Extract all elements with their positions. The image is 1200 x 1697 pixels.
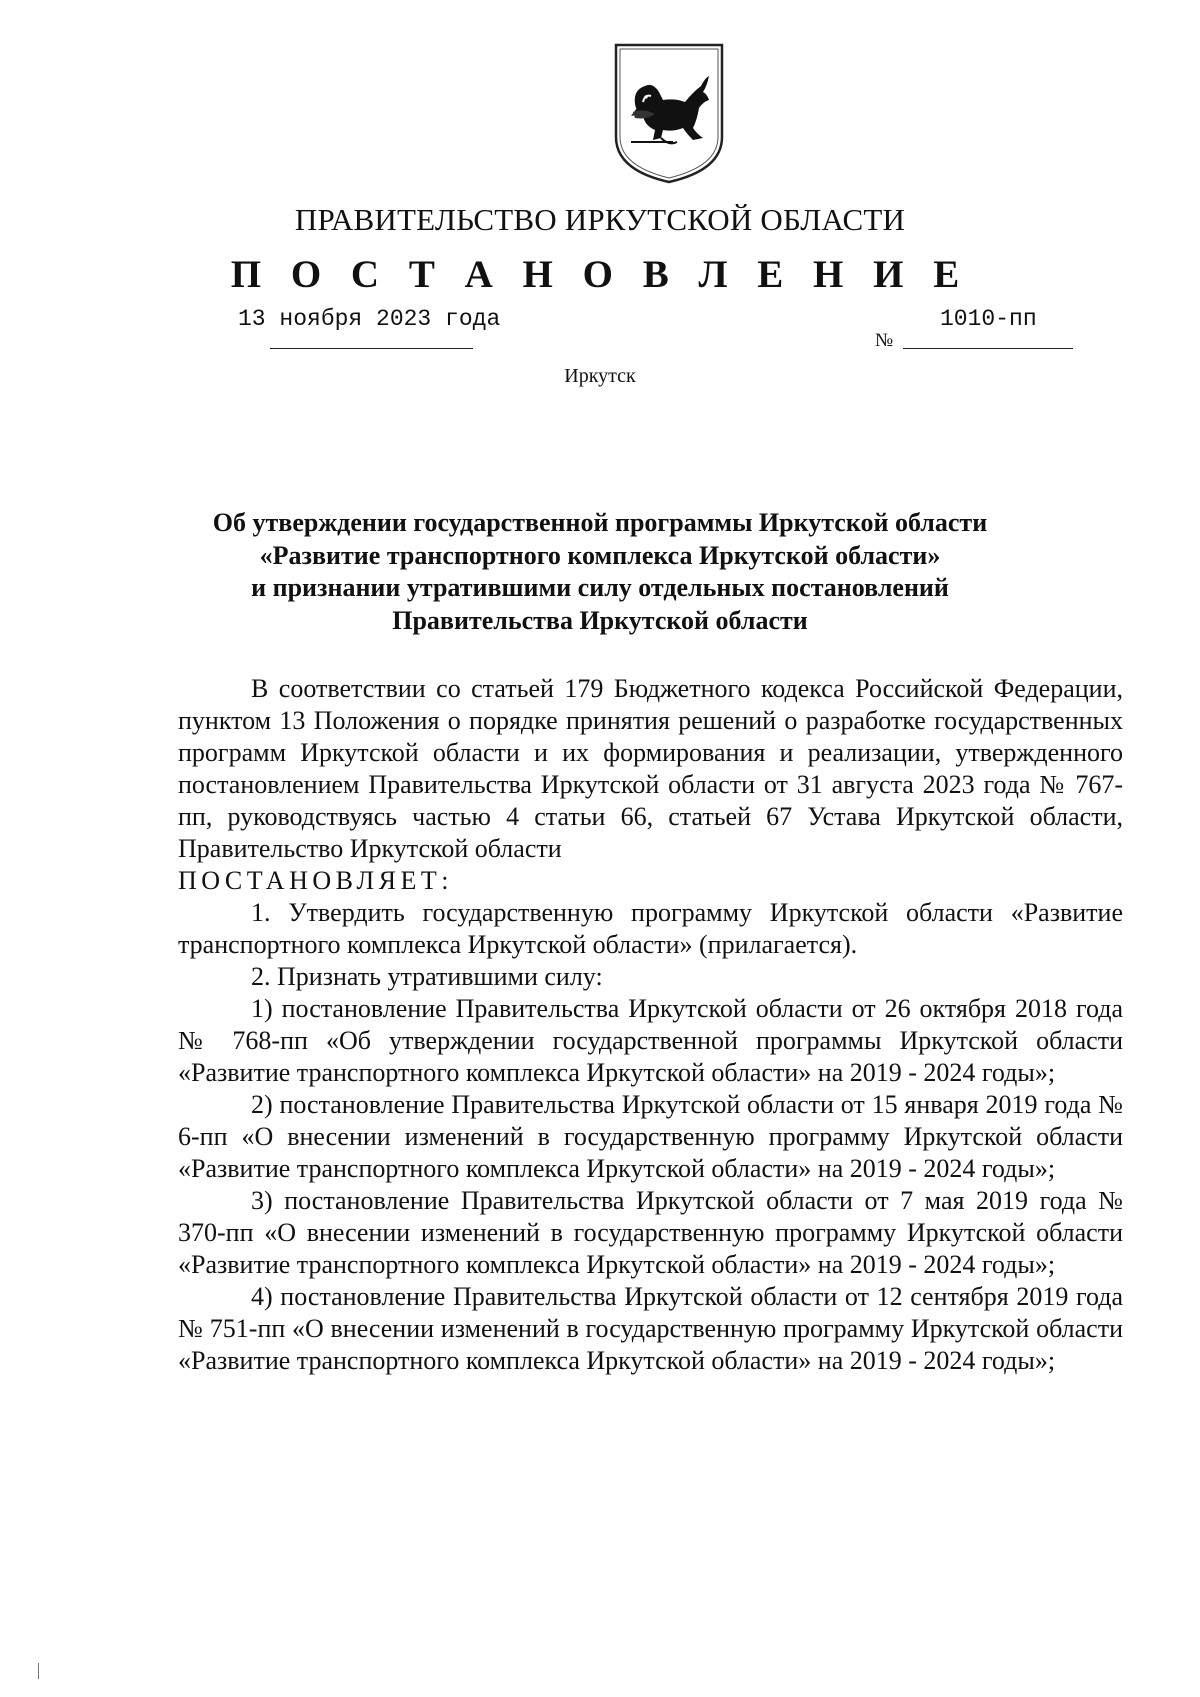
item-1-paragraph: 1. Утвердить государственную программу Иркутской области «Развитие транспортного комплекса Иркутской области» (прилагается).: [178, 898, 1123, 959]
date-underline: [270, 348, 473, 349]
title-line: «Развитие транспортного комплекса Иркутской области»: [259, 540, 941, 570]
subitem-4-paragraph: 4) постановление Правительства Иркутской области от 12 сентября 2019 года № 751-пп «О внесении изменений в государственную программу Иркутской области «Развитие транспортного комплекса Иркутской области» на 2019 - 2024 годы»;: [178, 1282, 1123, 1375]
item-2-paragraph: 2. Признать утратившими силу:: [251, 962, 603, 991]
title-line: Правительства Иркутской области: [392, 605, 808, 635]
government-name: ПРАВИТЕЛЬСТВО ИРКУТСКОЙ ОБЛАСТИ: [294, 202, 906, 237]
coat-of-arms-icon: [613, 42, 725, 185]
number-underline: [903, 348, 1073, 349]
resolves-word: ПОСТАНОВЛЯЕТ:: [178, 866, 453, 895]
title-line: и признании утратившими силу отдельных постановлений: [251, 573, 949, 602]
title-line: Об утверждении государственной программы Иркутской области: [212, 508, 988, 537]
subitem-2-paragraph: 2) постановление Правительства Иркутской области от 15 января 2019 года № 6-пп «О внесении изменений в государственную программу Иркутской области «Развитие транспортного комплекса Иркутской области» на 2019 - 2024 годы»;: [178, 1090, 1123, 1183]
number-sign: №: [875, 330, 894, 351]
preamble-paragraph: В соответствии со статьей 179 Бюджетного кодекса Российской Федерации, пунктом 13 Положения о порядке принятия решений о разработке государственных программ Иркутской области и их формирования и реализации, утвержденного постановлением Правительства Иркутской области от 31 августа 2023 года № 767-пп, руководствуясь частью 4 статьи 66, статьей 67 Устава Иркутской области, Правительство Иркутской области: [178, 674, 1123, 863]
decree-body: [178, 673, 1123, 1377]
document-type-heading: П О С Т А Н О В Л Е Н И Е: [230, 253, 970, 296]
decree-title: [175, 507, 1025, 637]
subitem-3-paragraph: 3) постановление Правительства Иркутской области от 7 мая 2019 года № 370-пп «О внесении изменений в государственную программу Иркутской области «Развитие транспортного комплекса Иркутской области» на 2019 - 2024 годы»;: [178, 1186, 1123, 1279]
decree-date: 13 ноября 2023 года: [238, 306, 501, 332]
decree-number: 1010-пп: [940, 306, 1037, 332]
scan-edge-mark: [38, 1663, 39, 1679]
decree-city: Иркутск: [564, 365, 636, 387]
subitem-1-paragraph: 1) постановление Правительства Иркутской области от 26 октября 2018 года № 768-пп «Об утверждении государственной программы Иркутской области «Развитие транспортного комплекса Иркутской области» на 2019 - 2024 годы»;: [178, 994, 1123, 1087]
